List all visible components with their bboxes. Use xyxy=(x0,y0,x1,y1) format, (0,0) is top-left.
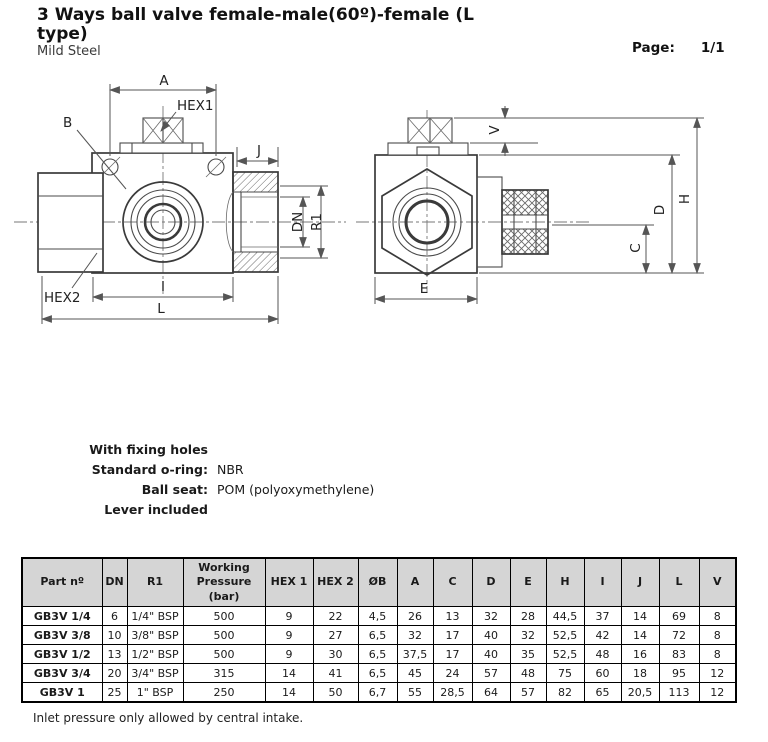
table-cell: 37,5 xyxy=(397,645,433,664)
dim-label-r1: R1 xyxy=(309,213,325,231)
leader-label-b: B xyxy=(63,115,73,131)
leader-label-hex1: HEX1 xyxy=(177,98,214,114)
table-cell: 75 xyxy=(546,664,584,683)
table-cell: 40 xyxy=(472,645,510,664)
table-cell: 17 xyxy=(433,626,472,645)
table-cell: 32 xyxy=(472,607,510,626)
dim-label-i: I xyxy=(161,279,165,295)
table-header-cell: D xyxy=(472,558,510,607)
table-cell: 40 xyxy=(472,626,510,645)
table-row xyxy=(22,683,736,703)
table-header-cell: I xyxy=(584,558,621,607)
table-row xyxy=(22,626,736,645)
table-cell: 35 xyxy=(510,645,546,664)
dim-label-e: E xyxy=(419,281,429,297)
dimension-C xyxy=(552,225,654,273)
spec-row xyxy=(0,440,374,460)
table-cell: 4,5 xyxy=(358,607,397,626)
table-header-cell: V xyxy=(699,558,736,607)
table-cell: 6,7 xyxy=(358,683,397,703)
table-cell: 9 xyxy=(265,645,313,664)
part-number-cell: GB3V 3/4 xyxy=(22,664,102,683)
table-cell: 55 xyxy=(397,683,433,703)
material-subtitle: Mild Steel xyxy=(37,44,101,59)
table-cell: 28 xyxy=(510,607,546,626)
page-number: 1/1 xyxy=(700,40,725,56)
table-cell: 3/8" BSP xyxy=(127,626,183,645)
spec-label: Standard o-ring: xyxy=(91,462,208,477)
table-cell: 8 xyxy=(699,626,736,645)
dimension-E xyxy=(375,277,477,304)
table-cell: 20 xyxy=(102,664,127,683)
dimension-table xyxy=(21,557,737,703)
fixing-hole-tick xyxy=(206,157,226,177)
table-cell: 9 xyxy=(265,626,313,645)
stem-assembly-side xyxy=(388,118,468,155)
dim-label-dn: DN xyxy=(290,211,306,233)
table-cell: 45 xyxy=(397,664,433,683)
spec-value: NBR xyxy=(217,462,244,477)
table-cell: 12 xyxy=(699,683,736,703)
table-cell: 41 xyxy=(313,664,358,683)
table-cell: 52,5 xyxy=(546,645,584,664)
table-cell: 3/4" BSP xyxy=(127,664,183,683)
table-row xyxy=(22,607,736,626)
dim-label-l: L xyxy=(157,301,165,317)
table-cell: 37 xyxy=(584,607,621,626)
table-cell: 42 xyxy=(584,626,621,645)
table-cell: 30 xyxy=(313,645,358,664)
page-indicator xyxy=(632,40,725,56)
hex2-nut xyxy=(38,173,103,272)
table-cell: 14 xyxy=(265,664,313,683)
table-cell: 83 xyxy=(659,645,699,664)
part-number-cell: GB3V 1/4 xyxy=(22,607,102,626)
side-view xyxy=(356,106,704,304)
table-cell: 8 xyxy=(699,645,736,664)
table-cell: 1/2" BSP xyxy=(127,645,183,664)
table-cell: 27 xyxy=(313,626,358,645)
table-cell: 32 xyxy=(397,626,433,645)
dim-label-a: A xyxy=(159,73,169,89)
technical-drawing xyxy=(0,70,768,442)
dimension-J xyxy=(237,143,278,167)
table-cell: 8 xyxy=(699,607,736,626)
dim-label-c: C xyxy=(628,243,644,253)
table-cell: 6,5 xyxy=(358,664,397,683)
spec-row xyxy=(0,500,374,520)
table-cell: 44,5 xyxy=(546,607,584,626)
table-cell: 113 xyxy=(659,683,699,703)
table-cell: 26 xyxy=(397,607,433,626)
table-cell: 60 xyxy=(584,664,621,683)
table-header-cell: HEX 1 xyxy=(265,558,313,607)
part-number-cell: GB3V 3/8 xyxy=(22,626,102,645)
table-cell: 500 xyxy=(183,645,265,664)
table-cell: 6 xyxy=(102,607,127,626)
table-cell: 13 xyxy=(433,607,472,626)
table-cell: 32 xyxy=(510,626,546,645)
table-cell: 315 xyxy=(183,664,265,683)
dim-label-v: V xyxy=(487,125,503,135)
table-cell: 82 xyxy=(546,683,584,703)
spec-row xyxy=(0,460,374,480)
table-header-cell: J xyxy=(621,558,659,607)
table-cell: 500 xyxy=(183,626,265,645)
dimension-table-wrap xyxy=(21,557,737,703)
spec-value: POM (polyoxymethylene) xyxy=(217,482,375,497)
table-header-cell: ØB xyxy=(358,558,397,607)
table-cell: 69 xyxy=(659,607,699,626)
table-cell: 57 xyxy=(472,664,510,683)
table-cell: 48 xyxy=(584,645,621,664)
spec-label: Ball seat: xyxy=(141,482,208,497)
table-cell: 65 xyxy=(584,683,621,703)
table-cell: 20,5 xyxy=(621,683,659,703)
table-header-cell: A xyxy=(397,558,433,607)
table-cell: 72 xyxy=(659,626,699,645)
table-header-cell: Part nº xyxy=(22,558,102,607)
table-header-row xyxy=(22,558,736,607)
dimension-V xyxy=(454,106,704,156)
table-header-cell: L xyxy=(659,558,699,607)
table-cell: 17 xyxy=(433,645,472,664)
table-header-cell: H xyxy=(546,558,584,607)
table-cell: 52,5 xyxy=(546,626,584,645)
table-cell: 9 xyxy=(265,607,313,626)
table-cell: 500 xyxy=(183,607,265,626)
spec-label: Lever included xyxy=(104,502,208,517)
table-cell: 24 xyxy=(433,664,472,683)
table-cell: 6,5 xyxy=(358,645,397,664)
part-number-cell: GB3V 1 xyxy=(22,683,102,703)
table-cell: 18 xyxy=(621,664,659,683)
table-header-cell: C xyxy=(433,558,472,607)
table-cell: 64 xyxy=(472,683,510,703)
spec-list xyxy=(0,440,374,520)
table-row xyxy=(22,664,736,683)
table-cell: 10 xyxy=(102,626,127,645)
table-cell: 1" BSP xyxy=(127,683,183,703)
table-cell: 28,5 xyxy=(433,683,472,703)
table-header-cell: E xyxy=(510,558,546,607)
table-cell: 50 xyxy=(313,683,358,703)
table-cell: 14 xyxy=(621,626,659,645)
table-cell: 12 xyxy=(699,664,736,683)
table-cell: 48 xyxy=(510,664,546,683)
table-row xyxy=(22,645,736,664)
stem-assembly-front xyxy=(120,118,203,153)
table-header-cell: HEX 2 xyxy=(313,558,358,607)
table-cell: 13 xyxy=(102,645,127,664)
table-cell: 57 xyxy=(510,683,546,703)
table-cell: 25 xyxy=(102,683,127,703)
table-cell: 95 xyxy=(659,664,699,683)
dimension-H xyxy=(677,118,697,273)
valve-body-side xyxy=(375,155,477,273)
spec-label: With fixing holes xyxy=(89,442,208,457)
dimension-I xyxy=(93,277,233,302)
leader-label-hex2: HEX2 xyxy=(44,290,81,306)
table-header-cell: Working Pressure (bar) xyxy=(183,558,265,607)
page-title: 3 Ways ball valve female-male(60º)-female (L type) xyxy=(37,5,474,44)
page-label: Page: xyxy=(632,40,675,56)
table-header-cell: R1 xyxy=(127,558,183,607)
spec-row xyxy=(0,480,374,500)
dim-label-j: J xyxy=(257,143,261,159)
footnote: Inlet pressure only allowed by central intake. xyxy=(33,711,304,725)
dim-label-d: D xyxy=(652,204,668,216)
table-cell: 16 xyxy=(621,645,659,664)
front-view xyxy=(14,73,346,324)
table-cell: 14 xyxy=(621,607,659,626)
table-cell: 6,5 xyxy=(358,626,397,645)
table-cell: 22 xyxy=(313,607,358,626)
table-cell: 14 xyxy=(265,683,313,703)
dim-label-h: H xyxy=(677,193,693,205)
table-cell: 250 xyxy=(183,683,265,703)
table-cell: 1/4" BSP xyxy=(127,607,183,626)
part-number-cell: GB3V 1/2 xyxy=(22,645,102,664)
table-header-cell: DN xyxy=(102,558,127,607)
